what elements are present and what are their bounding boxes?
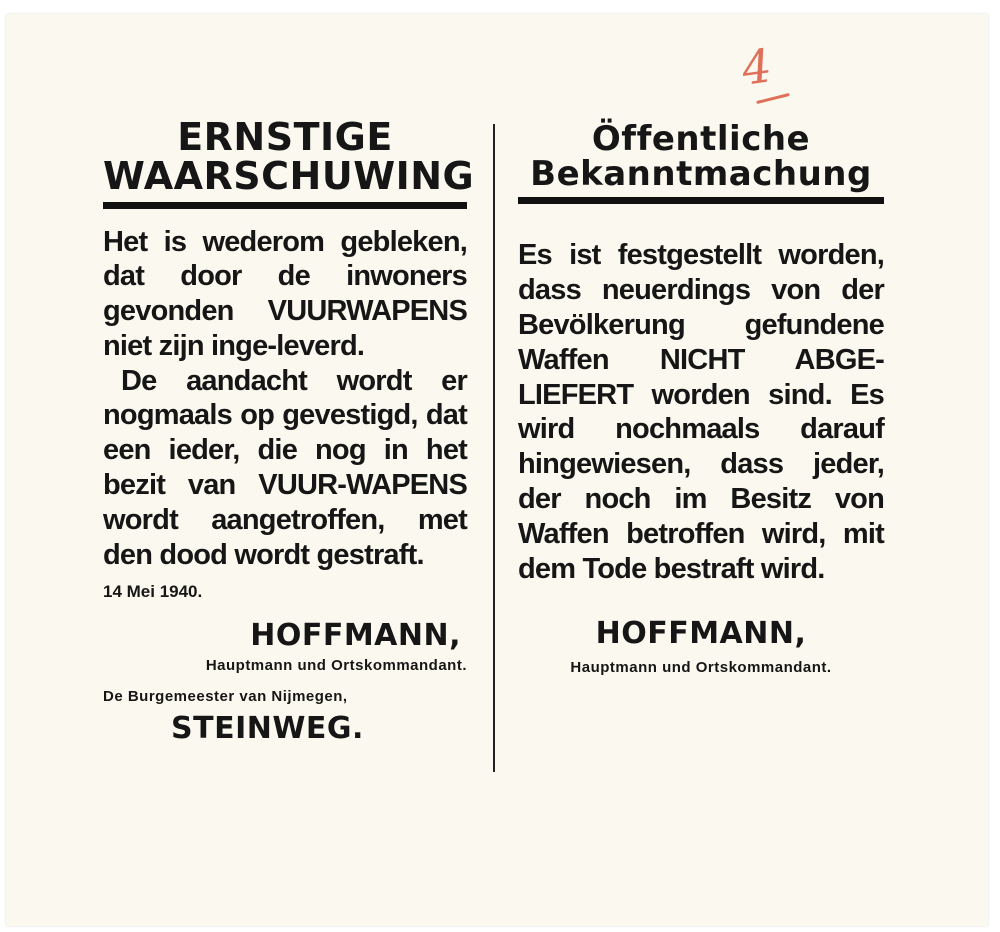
handwritten-page-number: 4 (738, 38, 775, 96)
german-headline (518, 119, 884, 194)
dutch-date: 14 Mei 1940. (103, 582, 203, 602)
german-column (518, 119, 884, 677)
german-paragraph-1: Es ist festgestellt worden, dass neuerdings von der Bevölkerung gefundene Waffen NICHT ABGE-LIEFERT worden sind. Es wird nochmaals darauf hingewiesen, dass jeder, der noch im Besitz von Waffen betroffen wird, mit dem Tode bestraft wird. (518, 239, 884, 585)
german-headline-line1: Öffentliche (591, 119, 811, 159)
mayor-title: De Burgemeester van Nijmegen, (103, 688, 348, 706)
dutch-headline (103, 115, 475, 198)
mayor-name: STEINWEG. (171, 711, 364, 747)
dutch-paragraph-2: De aandacht wordt er nogmaals op gevestigd, dat een ieder, die nog in het bezit van VUUR-WAPENS wordt aangetroffen, met den dood wordt gestraft. (103, 364, 467, 571)
column-divider (493, 124, 495, 772)
dutch-headline-line2: WAARSCHUWING (103, 153, 475, 198)
german-signatory-title: Hauptmann und Ortskommandant. (570, 659, 832, 677)
dutch-signatory-title: Hauptmann und Ortskommandant. (205, 657, 467, 675)
dutch-column (103, 115, 475, 747)
handwritten-underline (756, 93, 790, 104)
german-signatory: HOFFMANN, (595, 616, 807, 652)
dutch-signatory: HOFFMANN, (250, 618, 461, 654)
dutch-headline-rule (103, 202, 467, 209)
dutch-headline-line1: ERNSTIGE (177, 115, 393, 159)
german-headline-rule (518, 197, 884, 204)
german-headline-line2: Bekanntmachung (530, 153, 872, 194)
dutch-paragraph-1: Het is wederom gebleken, dat door de inwoners gevonden VUURWAPENS niet zijn inge-leverd. (103, 225, 467, 362)
